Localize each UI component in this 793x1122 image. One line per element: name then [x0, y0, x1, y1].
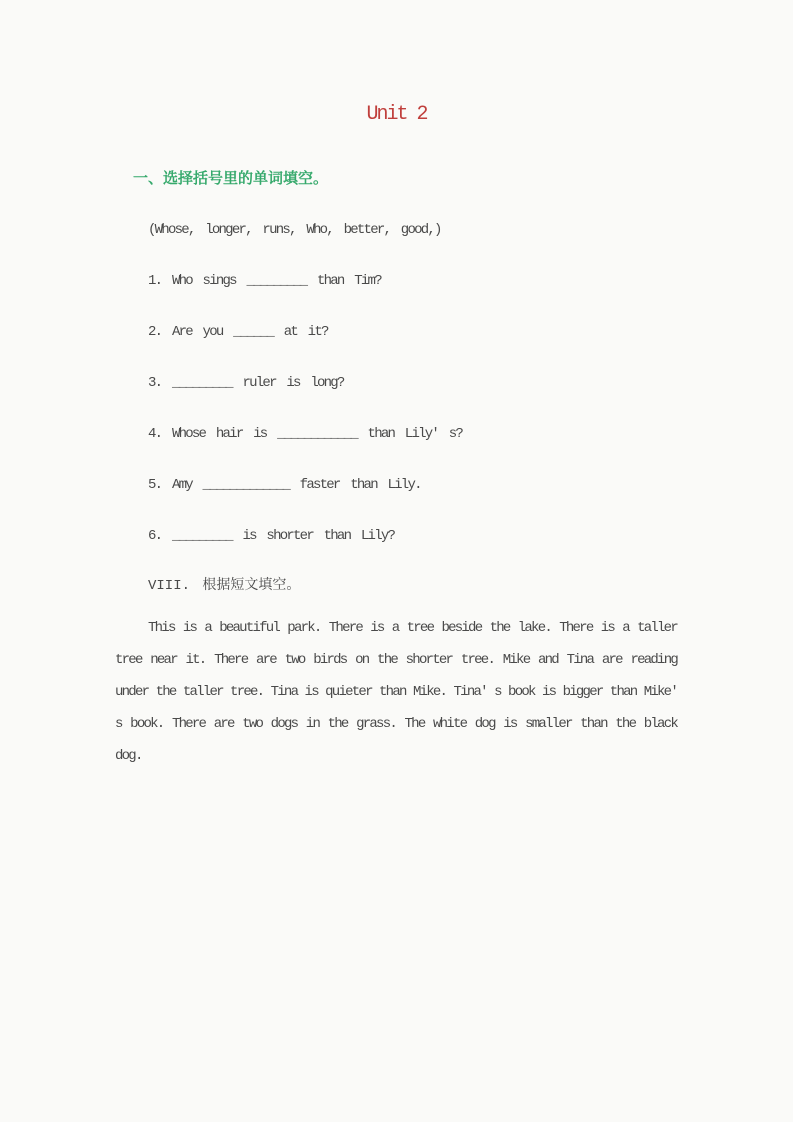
- reading-passage: [115, 612, 677, 772]
- exercise-item-4: 4. Whose hair is ____________ than Lily' s?: [148, 426, 463, 442]
- exercise-item-3: 3. _________ ruler is long?: [148, 375, 344, 391]
- exercise-item-2: 2. Are you ______ at it?: [148, 324, 328, 340]
- section-two-heading: VIII. 根据短文填空。: [148, 578, 301, 594]
- passage-line: This is a beautiful park. There is a tree beside the lake. There is a taller: [148, 620, 677, 636]
- passage-line: under the taller tree. Tina is quieter than Mike. Tina' s book is bigger than Mike': [115, 684, 677, 700]
- word-bank: (Whose, longer, runs, Who, better, good,): [148, 222, 441, 238]
- exercise-item-6: 6. _________ is shorter than Lily?: [148, 528, 395, 544]
- document-title: Unit 2: [366, 103, 427, 126]
- passage-line: tree near it. There are two birds on the shorter tree. Mike and Tina are reading: [115, 652, 677, 668]
- passage-line: dog.: [115, 748, 142, 764]
- exercise-item-5: 5. Amy _____________ faster than Lily.: [148, 477, 421, 493]
- exercise-item-1: 1. Who sings _________ than Tim?: [148, 273, 381, 289]
- passage-line: s book. There are two dogs in the grass. The white dog is smaller than the black: [115, 716, 677, 732]
- section-one-heading: 一、选择括号里的单词填空。: [133, 171, 329, 188]
